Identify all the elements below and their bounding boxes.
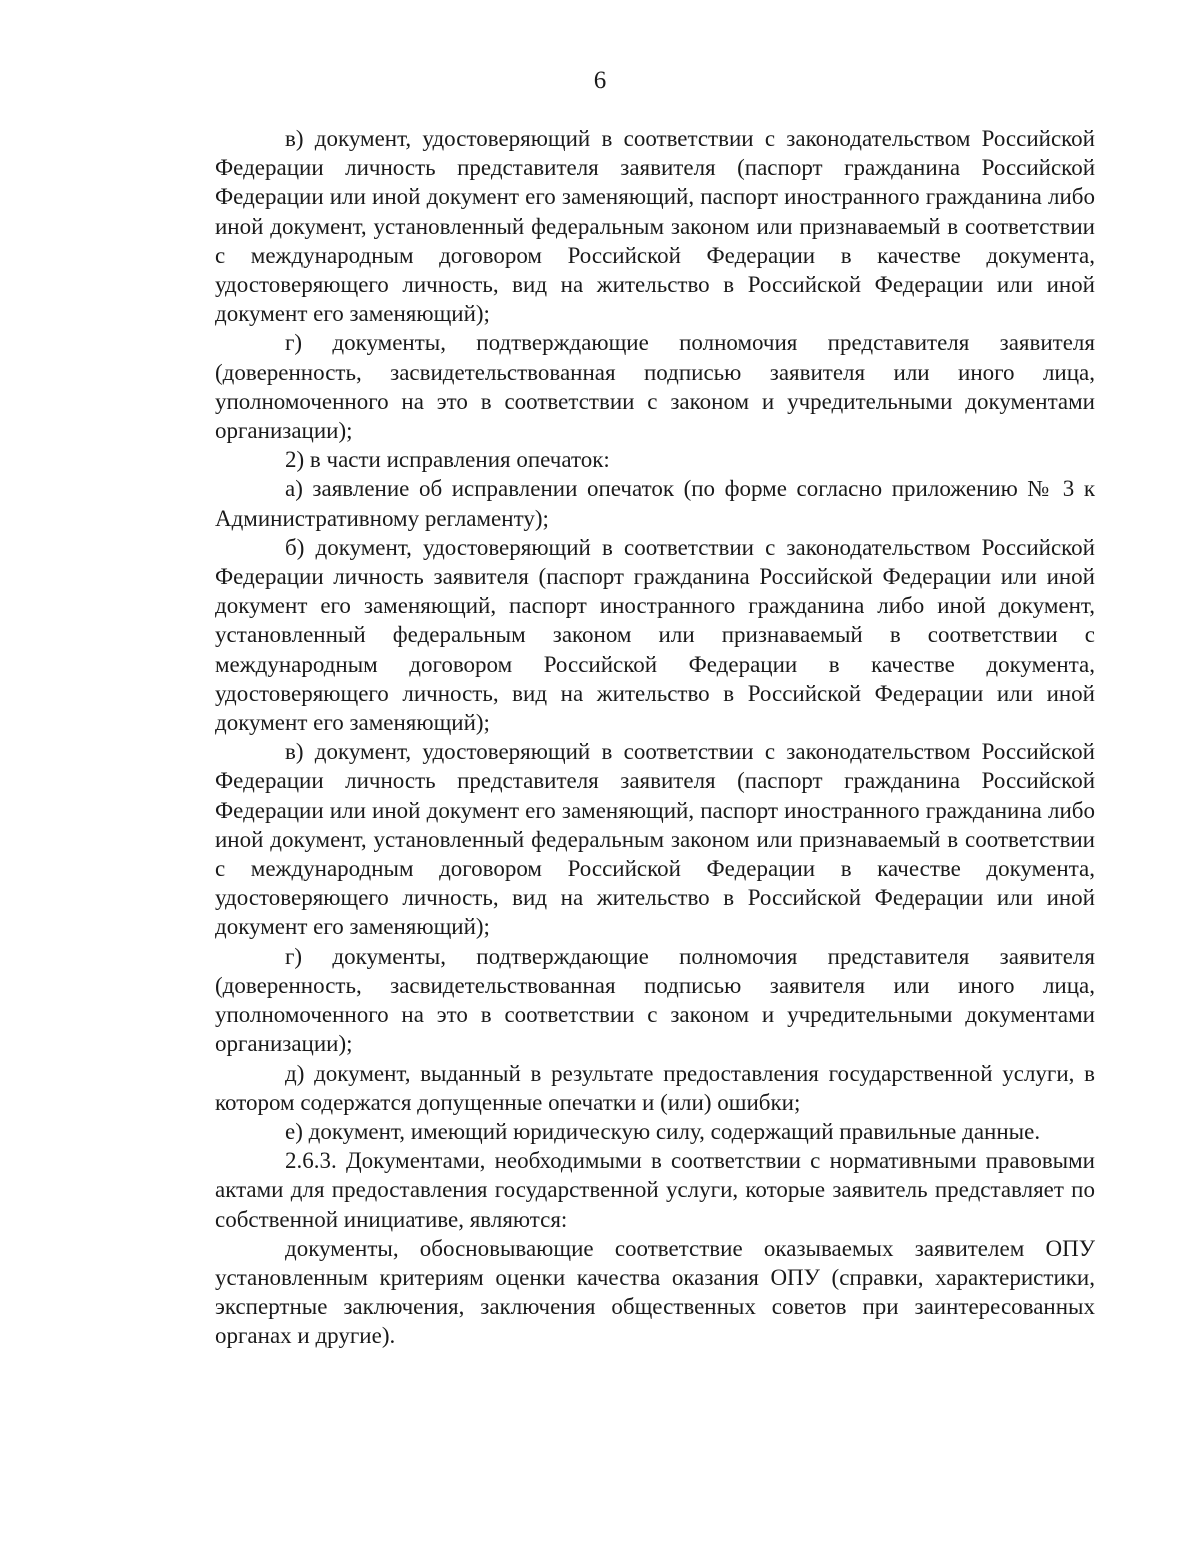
paragraph-2-6-3: 2.6.3. Документами, необходимыми в соответствии с нормативными правовыми актами для предоставления государственной услуги, которые заявитель представляет по собственной инициативе, являются: xyxy=(215,1148,1095,1232)
page-number: 6 xyxy=(593,67,607,94)
paragraph-b-applicant-id: б) документ, удостоверяющий в соответствии с законодательством Российской Федерации личность заявителя (паспорт гражданина Российской Федерации или иной документ его заменяющий, паспорт иностранного гражданина либо иной документ, установленный федеральным законом или признаваемый в соответствии с международным договором Российской Федерации в качестве документа, удостоверяющего личность, вид на жительство в Российской Федерации или иной документ его заменяющий); xyxy=(215,534,1095,736)
paragraph-v-representative-id-2: в) документ, удостоверяющий в соответствии с законодательством Российской Федерации личность представителя заявителя (паспорт гражданина Российской Федерации или иной документ его заменяющий, паспорт иностранного гражданина либо иной документ, установленный федеральным законом или признаваемый в соответствии с международным договором Российской Федерации в качестве документа, удостоверяющего личность, вид на жительство в Российской Федерации или иной документ его заменяющий); xyxy=(215,739,1095,940)
paragraph-g-authority-documents: г) документы, подтверждающие полномочия представителя заявителя (доверенность, засвидетельствованная подписью заявителя или иного лица, уполномоченного на это в соответствии с законом и учредительными документами организации); xyxy=(215,330,1095,444)
paragraph-v-representative-id: в) документ, удостоверяющий в соответствии с законодательством Российской Федерации личность представителя заявителя (паспорт гражданина Российской Федерации или иной документ его заменяющий, паспорт иностранного гражданина либо иной документ, установленный федеральным законом или признаваемый в соответствии с международным договором Российской Федерации в качестве документа, удостоверяющего личность, вид на жительство в Российской Федерации или иной документ его заменяющий); xyxy=(215,126,1095,327)
paragraph-d-issued-document: д) документ, выданный в результате предоставления государственной услуги, в котором содержатся допущенные опечатки и (или) ошибки; xyxy=(215,1060,1095,1115)
paragraph-supporting-documents: документы, обосновывающие соответствие оказываемых заявителем ОПУ установленным критериям оценки качества оказания ОПУ (справки, характеристики, экспертные заключения, заключения общественных советов при заинтересованных органах и другие). xyxy=(215,1235,1095,1349)
paragraph-typo-correction-heading: 2) в части исправления опечаток: xyxy=(285,447,610,473)
paragraph-g-authority-documents-2: г) документы, подтверждающие полномочия представителя заявителя (доверенность, засвидетельствованная подписью заявителя или иного лица, уполномоченного на это в соответствии с законом и учредительными документами организации); xyxy=(215,943,1095,1057)
paragraph-a-correction-application: а) заявление об исправлении опечаток (по форме согласно приложению № 3 к Административному регламенту); xyxy=(215,476,1095,531)
paragraph-e-valid-document: е) документ, имеющий юридическую силу, содержащий правильные данные. xyxy=(285,1118,1041,1144)
document-body xyxy=(215,124,1095,1351)
